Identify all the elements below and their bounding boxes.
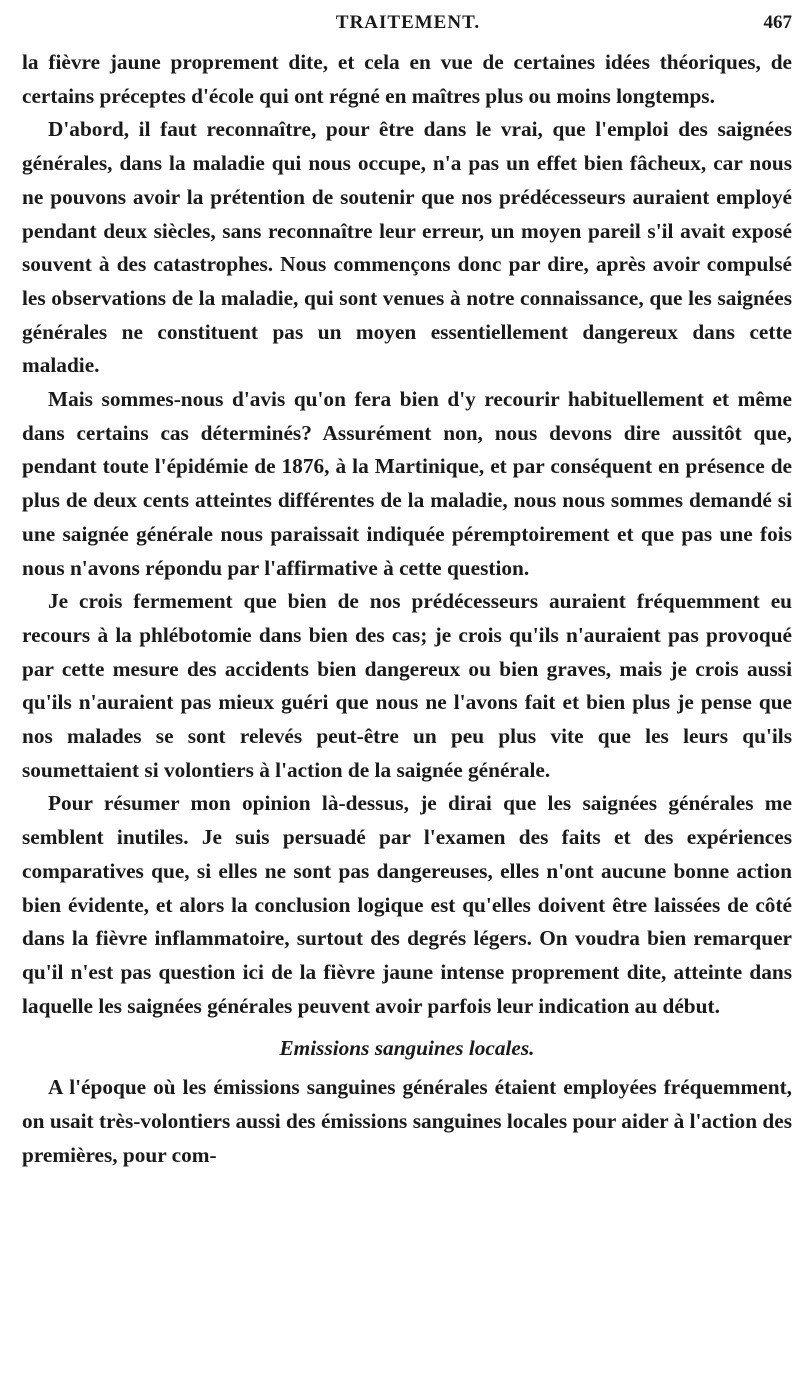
paragraph: Mais sommes-nous d'avis qu'on fera bien d'y recourir habituellement et même dans certains cas déterminés? Assurément non, nous devons dire aussitôt que, pendant toute l'épidémie de 1876, à la Martinique, et par conséquent en présence de plus de deux cents atteintes différentes de la maladie, nous nous sommes demandé si une saignée générale nous paraissait indiquée péremptoirement et que pas une fois nous n'avons répondu par l'affirmative à cette question.: [22, 387, 792, 580]
page-number: 467: [763, 12, 792, 33]
section-heading: Emissions sanguines locales.: [279, 1036, 535, 1061]
paragraph: Je crois fermement que bien de nos prédécesseurs auraient fréquemment eu recours à la phlébotomie dans bien des cas; je crois qu'ils n'auraient pas provoqué par cette mesure des accidents bien dangereux ou bien graves, mais je crois aussi qu'ils n'auraient pas mieux guéri que nous ne l'avons fait et bien plus je pense que nos malades se sont relevés peut-être un peu plus vite que les leurs qu'ils soumettaient si volontiers à l'action de la saignée générale.: [22, 589, 792, 782]
paragraph: Pour résumer mon opinion là-dessus, je dirai que les saignées générales me semblent inutiles. Je suis persuadé par l'examen des faits et des expériences comparatives que, si elles ne sont pas dangereuses, elles n'ont aucune bonne action bien évidente, et alors la conclusion logique est qu'elles doivent être laissées de côté dans la fièvre inflammatoire, surtout des degrés légers. On voudra bien remarquer qu'il n'est pas question ici de la fièvre jaune intense proprement dite, atteinte dans laquelle les saignées générales peuvent avoir parfois leur indication au début.: [22, 791, 792, 1018]
paragraph: D'abord, il faut reconnaître, pour être dans le vrai, que l'emploi des saignées générales, dans la maladie qui nous occupe, n'a pas un effet bien fâcheux, car nous ne pouvons avoir la prétention de soutenir que nos prédécesseurs auraient employé pendant deux siècles, sans reconnaître leur erreur, un moyen pareil s'il avait exposé souvent à des catastrophes. Nous commençons donc par dire, après avoir compulsé les observations de la maladie, qui sont venues à notre connaissance, que les saignées générales ne constituent pas un moyen essentiellement dangereux dans cette maladie.: [22, 117, 792, 378]
body-text: [22, 46, 792, 1172]
paragraph-continuation: la fièvre jaune proprement dite, et cela en vue de certaines idées théoriques, de certains préceptes d'école qui ont régné en maîtres plus ou moins longtemps.: [22, 50, 792, 108]
paragraph: A l'époque où les émissions sanguines générales étaient employées fréquemment, on usait très-volontiers aussi des émissions sanguines locales pour aider à l'action des premières, pour com-: [22, 1075, 792, 1167]
running-head-title: TRAITEMENT.: [335, 12, 481, 33]
running-head: [24, 10, 792, 40]
